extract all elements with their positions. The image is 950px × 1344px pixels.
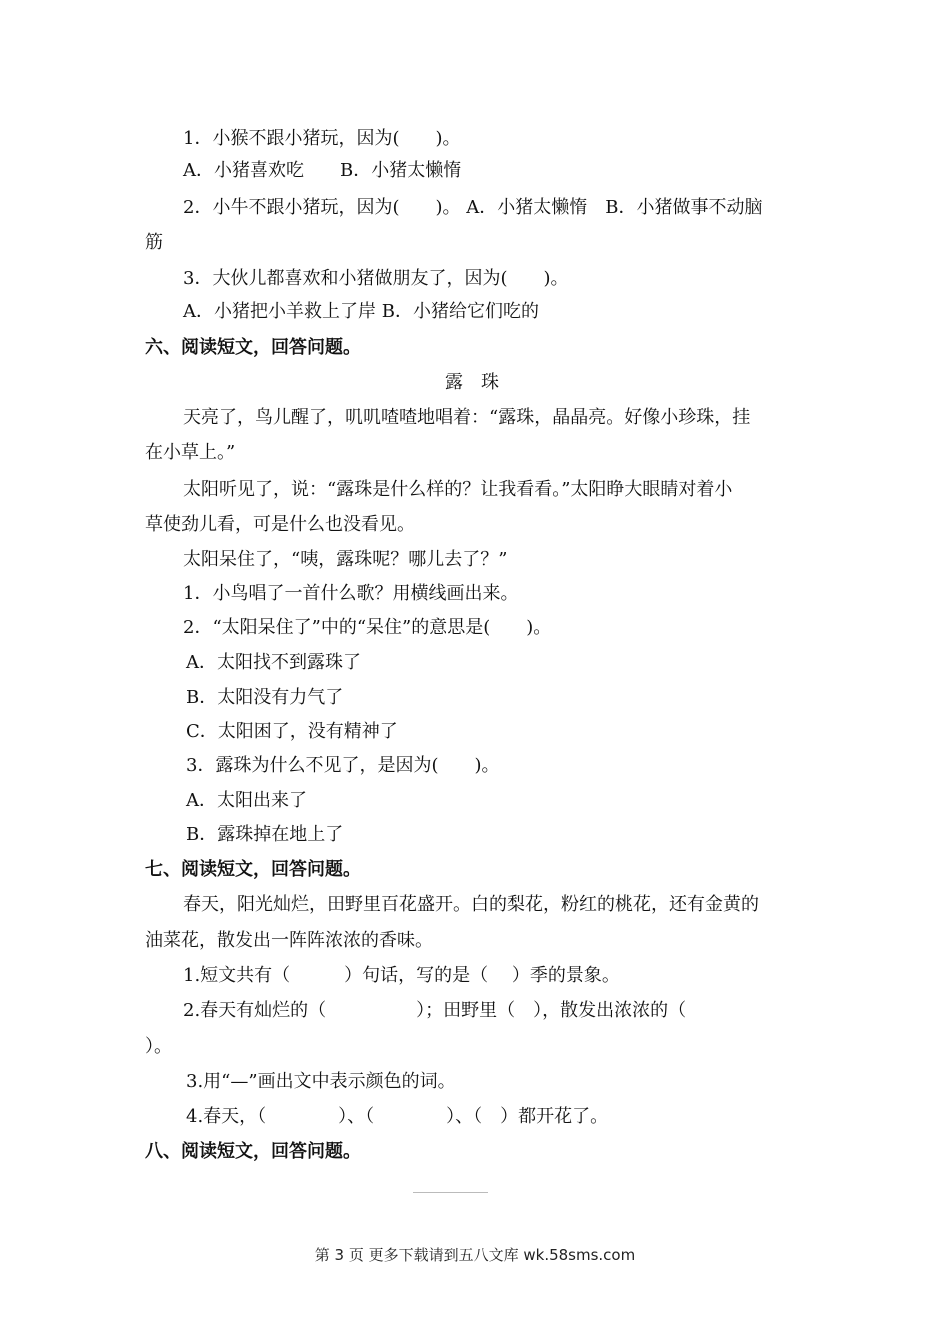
option-line: A．小猪喜欢吃 B．小猪太懒惰	[183, 160, 462, 181]
section-heading-8: 八、阅读短文，回答问题。	[145, 1141, 361, 1162]
question-line: 3．大伙儿都喜欢和小猪做朋友了，因为( )。	[183, 268, 569, 289]
question-line: 2．小牛不跟小猪玩，因为( )。 A．小猪太懒惰 B．小猪做事不动脑	[183, 197, 763, 218]
passage-line: 油菜花，散发出一阵阵浓浓的香味。	[145, 930, 433, 951]
section-heading-6: 六、阅读短文，回答问题。	[145, 337, 361, 358]
question-line: 2.春天有灿烂的（ ）；田野里（ ），散发出浓浓的（	[183, 1000, 687, 1021]
passage-line: 太阳呆住了，“咦，露珠呢？哪儿去了？”	[183, 549, 508, 570]
passage-title: 露 珠	[445, 372, 499, 393]
question-line-cont: 筋	[145, 232, 163, 253]
option-line: A．太阳出来了	[186, 790, 307, 811]
question-line: 4.春天，（ ）、（ ）、（ ）都开花了。	[186, 1106, 609, 1127]
question-line: 1.短文共有（ ）句话，写的是（ ）季的景象。	[183, 965, 620, 986]
question-line: 2．“太阳呆住了”中的“呆住”的意思是( )。	[183, 617, 552, 638]
option-line: A．小猪把小羊救上了岸 B．小猪给它们吃的	[183, 301, 539, 322]
question-line-cont: ）。	[145, 1036, 172, 1057]
option-line: B．露珠掉在地上了	[186, 824, 344, 845]
passage-line: 太阳听见了，说：“露珠是什么样的？让我看看。”太阳睁大眼睛对着小	[183, 479, 733, 500]
section-heading-7: 七、阅读短文，回答问题。	[145, 859, 361, 880]
option-line: C．太阳困了，没有精神了	[186, 721, 398, 742]
question-line: 3．露珠为什么不见了，是因为( )。	[186, 755, 500, 776]
page-footer: 第 3 页 更多下载请到五八文库 wk.58sms.com	[314, 1246, 636, 1264]
question-line: 3.用“—”画出文中表示颜色的词。	[186, 1071, 456, 1092]
passage-line: 在小草上。”	[145, 442, 236, 463]
passage-line: 草使劲儿看，可是什么也没看见。	[145, 514, 415, 535]
question-line: 1．小鸟唱了一首什么歌？用横线画出来。	[183, 583, 519, 604]
passage-line: 春天，阳光灿烂，田野里百花盛开。白的梨花，粉红的桃花，还有金黄的	[183, 894, 759, 915]
footer-divider	[413, 1192, 488, 1193]
option-line: A．太阳找不到露珠了	[186, 652, 361, 673]
question-line: 1．小猴不跟小猪玩，因为( )。	[183, 128, 461, 149]
option-line: B．太阳没有力气了	[186, 687, 344, 708]
passage-line: 天亮了，鸟儿醒了，叽叽喳喳地唱着：“露珠，晶晶亮。好像小珍珠，挂	[183, 407, 751, 428]
